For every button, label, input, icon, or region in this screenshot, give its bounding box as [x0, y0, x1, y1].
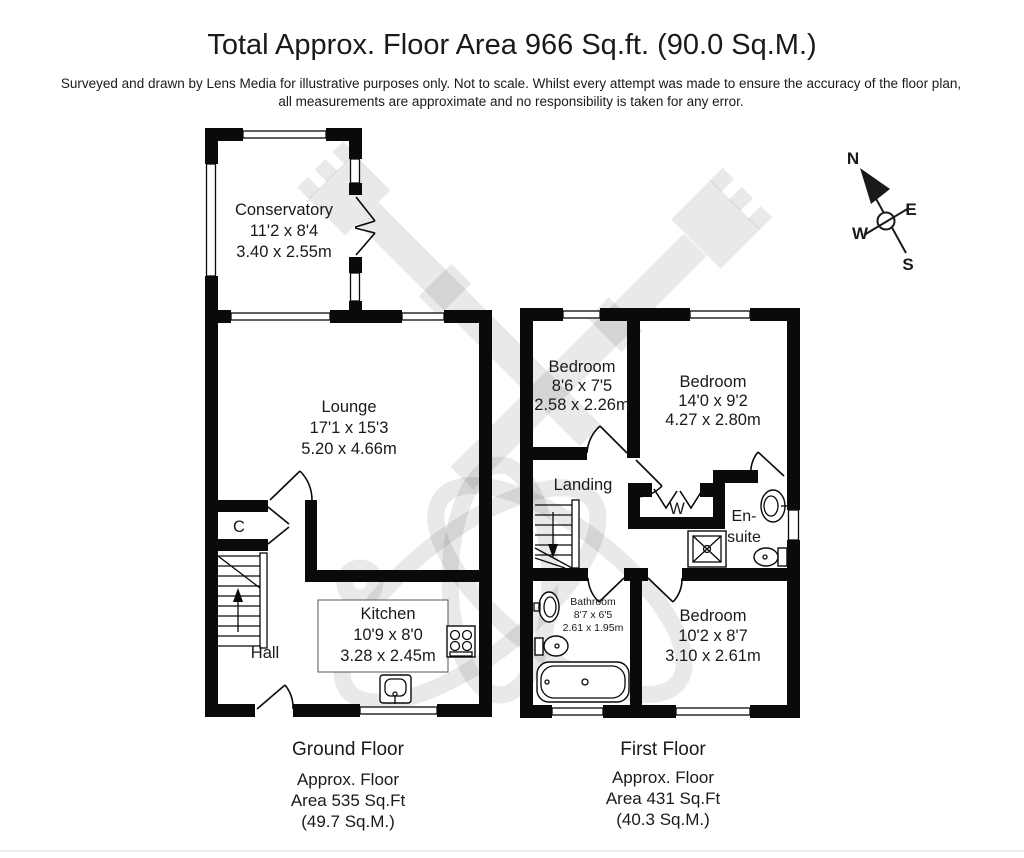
hob-icon	[447, 626, 475, 657]
page-title: Total Approx. Floor Area 966 Sq.ft. (90.0 Sq.M.)	[207, 29, 817, 61]
ground-floor-caption	[291, 739, 406, 831]
shower-icon	[688, 531, 726, 567]
room-dims-imperial: 10'9 x 8'0	[353, 626, 423, 644]
room-label-landing: Landing	[553, 476, 613, 494]
room-name: Kitchen	[360, 605, 416, 623]
image-bottom-edge	[0, 850, 1024, 852]
room-dims-metric: 2.61 x 1.95m	[562, 622, 624, 634]
room-label-bedroom2	[665, 373, 760, 429]
room-label-bedroom3	[665, 607, 760, 665]
lounge-door	[270, 471, 312, 500]
ground-floor-title: Ground Floor	[292, 739, 404, 760]
room-dims-metric: 3.40 x 2.55m	[236, 243, 332, 261]
room-name-line2: suite	[727, 529, 761, 546]
room-label-ensuite	[727, 508, 761, 546]
room-dims-imperial: 17'1 x 15'3	[309, 419, 389, 437]
room-name: Bedroom	[679, 607, 747, 625]
room-dims-imperial: 14'0 x 9'2	[678, 392, 748, 410]
room-name-line1: En-	[731, 508, 757, 525]
bath-icon	[537, 662, 629, 702]
front-door	[257, 685, 293, 709]
room-dims-imperial: 8'6 x 7'5	[551, 377, 613, 395]
compass-s-label: S	[902, 255, 914, 274]
room-dims-metric: 2.58 x 2.26m	[534, 396, 630, 414]
room-dims-imperial: 11'2 x 8'4	[249, 222, 319, 240]
room-label-hall: Hall	[250, 644, 280, 662]
room-dims-metric: 3.10 x 2.61m	[665, 647, 761, 665]
room-name: Bedroom	[679, 373, 747, 391]
room-dims-metric: 5.20 x 4.66m	[301, 440, 397, 458]
ground-floor-area-line2: Area 535 Sq.Ft	[290, 791, 406, 810]
room-dims-metric: 4.27 x 2.80m	[665, 411, 761, 429]
room-name: Bathroom	[570, 596, 616, 608]
room-dims-imperial: 10'2 x 8'7	[678, 627, 748, 645]
room-dims-metric: 3.28 x 2.45m	[340, 647, 436, 665]
compass-rose	[847, 149, 917, 274]
room-dims-imperial: 8'7 x 6'5	[573, 609, 613, 621]
header	[61, 29, 961, 109]
ensuite-toilet-icon	[754, 548, 787, 566]
cupboard-door	[268, 507, 289, 544]
compass-w-label: W	[851, 224, 869, 243]
compass-e-label: E	[905, 200, 917, 219]
room-name: Conservatory	[234, 201, 334, 219]
first-floor-area-line3: (40.3 Sq.M.)	[616, 810, 710, 829]
room-name: Bedroom	[548, 358, 616, 376]
compass-n-label: N	[846, 149, 860, 168]
kitchen-sink-icon	[380, 675, 411, 704]
first-floor-area-line1: Approx. Floor	[611, 768, 715, 787]
ensuite-sink-icon	[761, 490, 787, 522]
bathroom-toilet-icon	[535, 636, 568, 656]
room-label-wardrobe: W	[669, 500, 685, 518]
stairs-ground	[218, 553, 267, 648]
first-floor-area-line2: Area 431 Sq.Ft	[605, 789, 721, 808]
compass-north-arrow	[860, 168, 890, 204]
ground-floor-area-line3: (49.7 Sq.M.)	[301, 812, 395, 831]
first-floor-title: First Floor	[620, 739, 706, 760]
room-name: Lounge	[321, 398, 377, 416]
room-label-conservatory	[235, 201, 334, 261]
disclaimer-line-1: Surveyed and drawn by Lens Media for illustrative purposes only. Not to scale. Whilst every attempt was made to ensure the accuracy of the floor plan,	[60, 76, 962, 91]
first-floor-caption	[606, 739, 721, 829]
disclaimer-line-2: all measurements are approximate and no responsibility is taken for any error.	[278, 94, 744, 109]
room-label-lounge	[301, 398, 396, 458]
room-label-bathroom	[563, 596, 624, 634]
ground-floor-area-line1: Approx. Floor	[296, 770, 400, 789]
room-label-cupboard: C	[233, 518, 245, 536]
